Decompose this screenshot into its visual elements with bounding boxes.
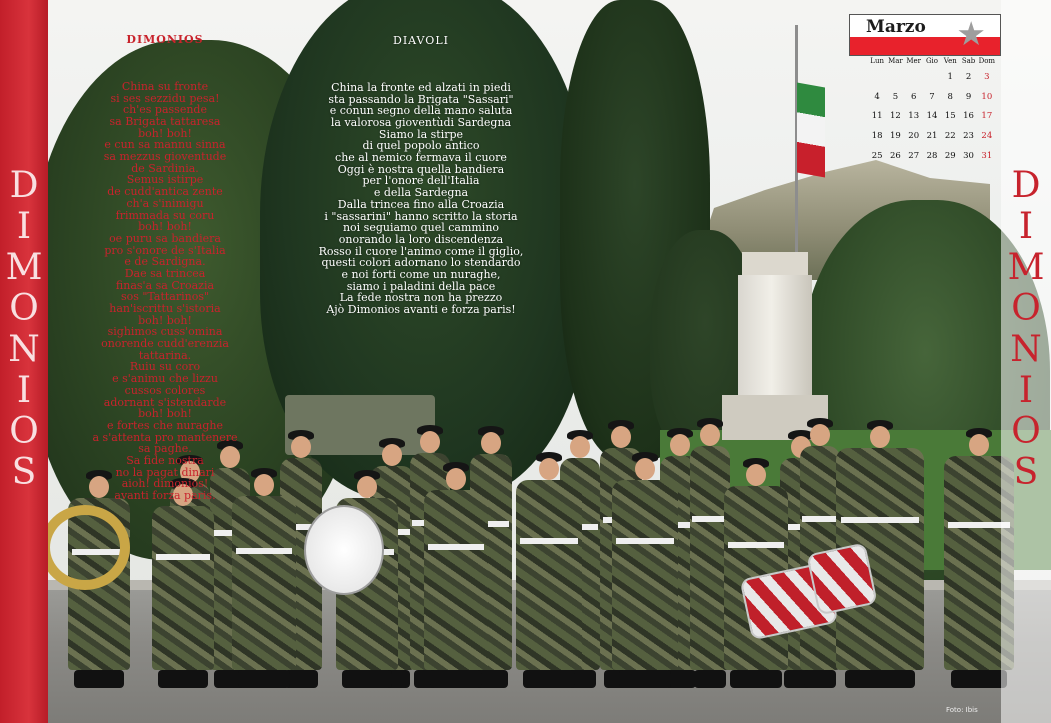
side-title-letter: M bbox=[1007, 247, 1045, 288]
poem-line: Ruiu su coro bbox=[129, 360, 201, 374]
white-belt bbox=[616, 538, 674, 544]
calendar-day: 26 bbox=[890, 150, 901, 161]
poem-line: finas'a sa Croazia bbox=[115, 278, 215, 292]
poem-line: Sa fide nostra bbox=[126, 453, 204, 467]
calendar-day: 2 bbox=[965, 72, 972, 82]
calendar-day: 19 bbox=[890, 131, 901, 142]
calendar-day: 6 bbox=[910, 91, 917, 102]
poem-line: no la pagat dinari bbox=[115, 465, 215, 479]
calendar-day: 12 bbox=[890, 111, 901, 122]
camouflage-uniform bbox=[612, 480, 678, 670]
face bbox=[746, 464, 766, 486]
poem-line: Dae sa trincea bbox=[124, 266, 206, 280]
face bbox=[420, 431, 440, 453]
side-title-letter: S bbox=[1013, 452, 1039, 493]
poem-line: onorando la loro discendenza bbox=[338, 232, 504, 246]
weekday-label: Dom bbox=[978, 57, 996, 65]
poem-line: sta passando la Brigata "Sassari" bbox=[328, 92, 514, 106]
poem-line: onorende cudd'erenzia bbox=[101, 337, 229, 351]
poem-italian-title: DIAVOLI bbox=[393, 34, 449, 48]
calendar-day: 28 bbox=[926, 150, 938, 161]
side-title-letter: O bbox=[1011, 411, 1041, 452]
side-title-letter: D bbox=[1011, 165, 1041, 206]
poem-line: cussos colores bbox=[124, 383, 206, 397]
boots bbox=[804, 670, 836, 688]
month-header bbox=[849, 14, 1001, 56]
calendar-day: 24 bbox=[981, 131, 993, 142]
face bbox=[357, 476, 377, 498]
poem-line: boh! boh! bbox=[138, 126, 192, 140]
boots bbox=[158, 670, 208, 688]
poem-line: avanti forza paris. bbox=[114, 489, 216, 503]
face bbox=[611, 426, 631, 448]
face bbox=[635, 458, 655, 480]
calendar-day: 8 bbox=[947, 91, 953, 102]
calendar-day bbox=[923, 68, 941, 88]
poem-line: e conun segno della mano saluta bbox=[329, 104, 513, 118]
poem-line: per l'onore dell'Italia bbox=[362, 174, 480, 188]
side-title-letter: S bbox=[11, 452, 37, 493]
poem-line: Ajò Dimonios avanti e forza paris! bbox=[326, 303, 516, 317]
poem-line: la valorosa gioventùdi Sardegna bbox=[330, 116, 512, 130]
calendar-day: 25 bbox=[871, 150, 883, 161]
poem-line: China su fronte bbox=[121, 79, 209, 93]
boots bbox=[74, 670, 124, 688]
poem-line: siamo i paladini della pace bbox=[346, 279, 496, 293]
white-belt bbox=[802, 516, 837, 522]
poem-line: sa Brigata tattaresa bbox=[109, 115, 221, 129]
calendar-day: 22 bbox=[944, 131, 956, 142]
photo-credit: Foto: Ibis bbox=[946, 706, 978, 714]
poem-line: sighimos cuss'omina bbox=[107, 325, 223, 339]
poem-line: che al nemico fermava il cuore bbox=[335, 151, 507, 165]
calendar-day: 9 bbox=[965, 91, 972, 102]
calendar-day bbox=[886, 68, 904, 88]
poem-line: e della Sardegna bbox=[373, 186, 469, 200]
face bbox=[382, 444, 402, 466]
white-belt bbox=[428, 544, 484, 550]
calendar-day bbox=[868, 68, 886, 88]
poem-line: e de Sardigna. bbox=[124, 255, 206, 269]
poem-line: ch'a s'inimigu bbox=[126, 196, 204, 210]
band-member bbox=[516, 452, 582, 690]
calendar-weeks bbox=[868, 68, 996, 166]
poem-line: frimmada su coru bbox=[115, 208, 215, 222]
poem-line: ch'es passende bbox=[123, 103, 207, 117]
boots bbox=[523, 670, 576, 688]
calendar-day: 1 bbox=[947, 72, 953, 82]
calendar-week bbox=[868, 127, 996, 147]
boots bbox=[694, 670, 726, 688]
poem-sardinian-title: DIMONIOS bbox=[126, 33, 204, 47]
side-title-right bbox=[1001, 165, 1051, 493]
poem-sardinian bbox=[60, 11, 270, 525]
calendar-day: 10 bbox=[981, 91, 993, 102]
poem-line: de cudd'antica zente bbox=[107, 185, 223, 199]
month-name: Marzo bbox=[866, 17, 926, 37]
poem-line: Semus istirpe bbox=[126, 173, 204, 187]
italian-flag bbox=[797, 83, 825, 178]
calendar-day: 14 bbox=[926, 111, 938, 122]
side-title-letter: O bbox=[1011, 288, 1041, 329]
poem-line: oe puru sa bandiera bbox=[109, 231, 221, 245]
poem-line: e noi forti come un nuraghe, bbox=[341, 267, 501, 281]
side-title-letter: I bbox=[16, 370, 32, 411]
face bbox=[870, 426, 890, 448]
poem-line: aioh! dimonios! bbox=[121, 477, 209, 491]
boots bbox=[845, 670, 915, 688]
face bbox=[481, 432, 501, 454]
boots bbox=[619, 670, 672, 688]
calendar-day: 31 bbox=[981, 150, 993, 161]
face bbox=[291, 436, 311, 458]
face bbox=[539, 458, 559, 480]
calendar-day: 13 bbox=[908, 111, 920, 122]
poem-sardinian-lines bbox=[60, 81, 270, 502]
side-title-letter: I bbox=[16, 206, 32, 247]
side-title-letter: M bbox=[5, 247, 43, 288]
calendar-day: 20 bbox=[908, 131, 920, 142]
calendar-day: 15 bbox=[944, 111, 956, 122]
weekday-header bbox=[868, 57, 996, 65]
poem-line: e fortes che nuraghe bbox=[107, 418, 223, 432]
poem-line: Oggi è nostra quella bandiera bbox=[337, 162, 505, 176]
poem-line: di quel popolo antico bbox=[362, 139, 480, 153]
poem-line: noi seguiamo quel cammino bbox=[342, 221, 500, 235]
poem-line: Siamo la stirpe bbox=[378, 127, 464, 141]
poem-line: questi colori adornano lo stendardo bbox=[321, 256, 521, 270]
calendar-day: 27 bbox=[908, 150, 920, 161]
side-title-letter: N bbox=[1010, 329, 1042, 370]
white-belt bbox=[520, 538, 578, 544]
poem-line: a s'attenta pro mantenere bbox=[92, 430, 238, 444]
side-title-letter: O bbox=[9, 411, 39, 452]
white-belt bbox=[841, 517, 918, 523]
boots bbox=[342, 670, 392, 688]
calendar-day: 21 bbox=[926, 131, 938, 142]
calendar-day: 29 bbox=[944, 150, 956, 161]
calendar-week bbox=[868, 68, 996, 88]
poem-line: han'iscrittu s'istoria bbox=[109, 302, 221, 316]
calendar-day: 7 bbox=[929, 91, 935, 102]
camouflage-uniform bbox=[152, 506, 214, 670]
face bbox=[446, 468, 466, 490]
poem-line: La fede nostra non ha prezzo bbox=[339, 291, 503, 305]
band-member bbox=[612, 452, 678, 690]
poem-line: boh! boh! bbox=[138, 220, 192, 234]
side-title-letter: I bbox=[1018, 206, 1034, 247]
poem-italian bbox=[296, 12, 546, 339]
calendar-day: 17 bbox=[981, 111, 993, 122]
calendar-day: 23 bbox=[963, 131, 974, 142]
poem-italian-lines bbox=[296, 82, 546, 316]
star-icon: ★ bbox=[956, 14, 986, 53]
white-belt bbox=[236, 548, 292, 554]
side-title-letter: D bbox=[9, 165, 39, 206]
weekday-label: Mer bbox=[906, 57, 922, 65]
snare-drum bbox=[806, 542, 878, 615]
weekday-label: Lun bbox=[870, 57, 884, 65]
poem-line: e cun sa mannu sinna bbox=[104, 138, 226, 152]
band-member bbox=[424, 462, 488, 690]
calendar-day bbox=[905, 68, 923, 88]
poem-line: sa mezzus gioventude bbox=[103, 150, 227, 164]
poem-line: China la fronte ed alzati in piedi bbox=[331, 80, 511, 94]
side-title-left bbox=[0, 165, 48, 493]
white-belt bbox=[692, 516, 727, 522]
boots bbox=[238, 670, 289, 688]
boots bbox=[730, 670, 781, 688]
face bbox=[810, 424, 830, 446]
side-title-letter: O bbox=[9, 288, 39, 329]
face bbox=[700, 424, 720, 446]
calendar-week bbox=[868, 107, 996, 127]
white-belt bbox=[728, 542, 784, 548]
poem-line: sos "Tattarinos" bbox=[120, 290, 210, 304]
poem-line: de Sardinia. bbox=[131, 161, 199, 175]
poem-line: tattarina. bbox=[138, 348, 192, 362]
weekday-label: Mar bbox=[888, 57, 903, 65]
poem-line: adornant s'istendarde bbox=[103, 395, 227, 409]
calendar-day: 18 bbox=[871, 131, 883, 142]
boots bbox=[430, 670, 481, 688]
poem-line: pro s'onore de s'Italia bbox=[104, 243, 226, 257]
camouflage-uniform bbox=[516, 480, 582, 670]
side-title-letter: N bbox=[8, 329, 40, 370]
calendar-day: 3 bbox=[984, 72, 990, 82]
weekday-label: Ven bbox=[943, 57, 957, 65]
poem-line: i "sassarini" hanno scritto la storia bbox=[324, 209, 518, 223]
side-title-letter: I bbox=[1018, 370, 1034, 411]
calendar-day: 4 bbox=[874, 91, 880, 102]
poem-line: sa paghe. bbox=[138, 442, 192, 456]
calendar-day: 16 bbox=[963, 111, 974, 122]
white-belt bbox=[156, 554, 211, 560]
calendar-week bbox=[868, 88, 996, 108]
face bbox=[969, 434, 989, 456]
poem-line: boh! boh! bbox=[138, 313, 192, 327]
calendar-day: 5 bbox=[892, 91, 899, 102]
poem-line: Dalla trincea fino alla Croazia bbox=[337, 197, 505, 211]
calendar-week bbox=[868, 147, 996, 167]
poem-line: si ses sezzidu pesa! bbox=[110, 91, 220, 105]
poem-line: Rosso il cuore l'animo come il giglio, bbox=[318, 244, 524, 258]
weekday-label: Gio bbox=[925, 57, 938, 65]
calendar-day: 11 bbox=[871, 111, 883, 122]
calendar-day: 30 bbox=[963, 150, 974, 161]
boots bbox=[951, 670, 1007, 688]
poem-line: boh! boh! bbox=[138, 407, 192, 421]
camouflage-uniform bbox=[424, 490, 488, 670]
poem-line: e s'animu che lizzu bbox=[112, 372, 218, 386]
calendar-grid bbox=[868, 57, 996, 166]
bass-drum bbox=[304, 505, 384, 595]
weekday-label: Sab bbox=[961, 57, 976, 65]
